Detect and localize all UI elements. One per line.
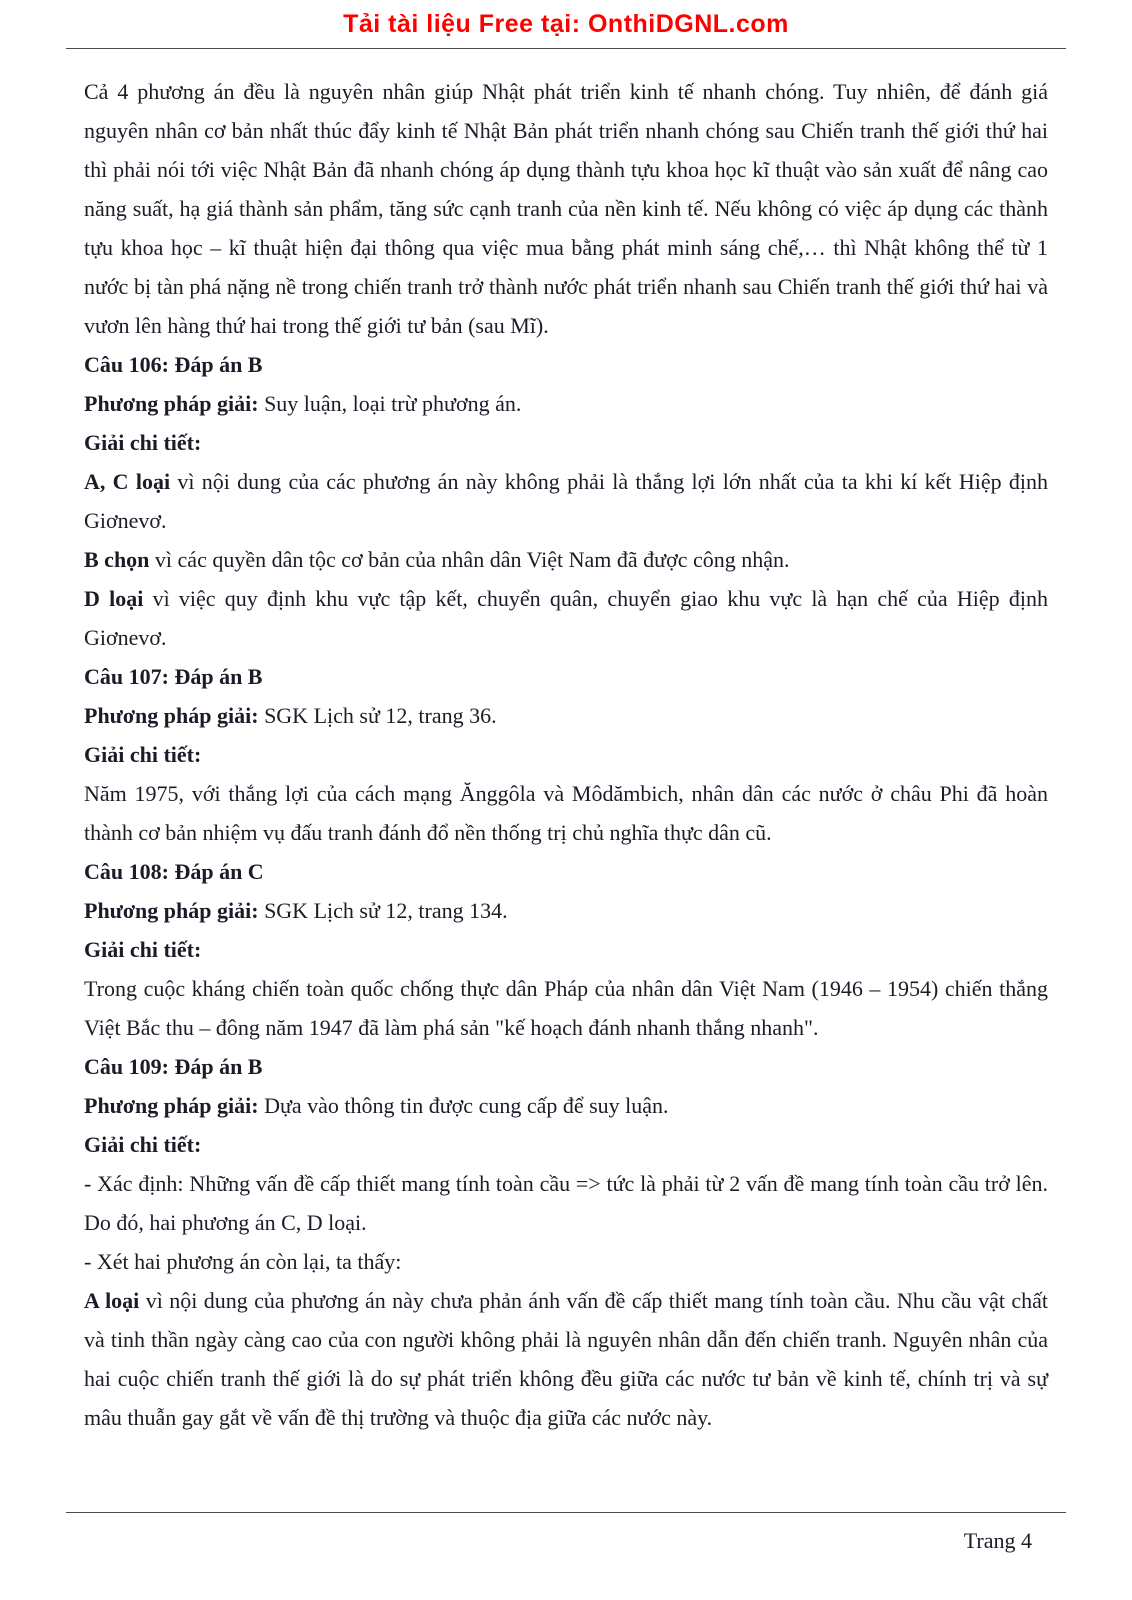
body-text: Trong cuộc kháng chiến toàn quốc chống thực dân Pháp của nhân dân Việt Nam (1946 – 1954) chiến thắng Việt Bắc thu – đông năm 1947 đã làm phá sản "kế hoạch đánh nhanh thắng nhanh".	[84, 976, 1048, 1040]
paragraph	[84, 1281, 1048, 1437]
bold-text: Phương pháp giải:	[84, 898, 259, 923]
paragraph	[84, 72, 1048, 345]
bold-text: A, C loại	[84, 469, 171, 494]
bold-text: Giải chi tiết:	[84, 430, 202, 455]
paragraph	[84, 657, 1048, 696]
paragraph	[84, 852, 1048, 891]
bold-text: Câu 106: Đáp án B	[84, 352, 263, 377]
footer-divider	[66, 1512, 1066, 1513]
paragraph	[84, 423, 1048, 462]
paragraph	[84, 1125, 1048, 1164]
bold-text: Câu 107: Đáp án B	[84, 664, 263, 689]
paragraph	[84, 891, 1048, 930]
paragraph	[84, 1242, 1048, 1281]
paragraph	[84, 1047, 1048, 1086]
bold-text: D loại	[84, 586, 144, 611]
body-text: Năm 1975, với thắng lợi của cách mạng Ănggôla và Môdămbich, nhân dân các nước ở châu Phi đã hoàn thành cơ bản nhiệm vụ đấu tranh đánh đổ nền thống trị chủ nghĩa thực dân cũ.	[84, 781, 1048, 845]
paragraph	[84, 696, 1048, 735]
document-body	[0, 49, 1132, 1437]
paragraph	[84, 462, 1048, 540]
page-number: Trang 4	[963, 1528, 1032, 1553]
bold-text: Câu 108: Đáp án C	[84, 859, 264, 884]
body-text: - Xác định: Những vấn đề cấp thiết mang tính toàn cầu => tức là phải từ 2 vấn đề mang tính toàn cầu trở lên. Do đó, hai phương án C, D loại.	[84, 1171, 1048, 1235]
bold-text: Giải chi tiết:	[84, 937, 202, 962]
bold-text: Câu 109: Đáp án B	[84, 1054, 263, 1079]
paragraph	[84, 345, 1048, 384]
body-text: vì nội dung của các phương án này không phải là thắng lợi lớn nhất của ta khi kí kết Hiệp định Giơnevơ.	[84, 469, 1048, 533]
paragraph	[84, 579, 1048, 657]
bold-text: A loại	[84, 1288, 140, 1313]
bold-text: Phương pháp giải:	[84, 1093, 259, 1118]
body-text: Suy luận, loại trừ phương án.	[258, 391, 522, 416]
body-text: vì việc quy định khu vực tập kết, chuyển quân, chuyển giao khu vực là hạn chế của Hiệp định Giơnevơ.	[84, 586, 1048, 650]
paragraph	[84, 1086, 1048, 1125]
paragraph	[84, 930, 1048, 969]
paragraph	[84, 774, 1048, 852]
header-banner: Tải tài liệu Free tại: OnthiDGNL.com	[343, 10, 789, 38]
bold-text: Phương pháp giải:	[84, 391, 259, 416]
bold-text: B chọn	[84, 547, 150, 572]
body-text: Cả 4 phương án đều là nguyên nhân giúp Nhật phát triển kinh tế nhanh chóng. Tuy nhiên, để đánh giá nguyên nhân cơ bản nhất thúc đẩy kinh tế Nhật Bản phát triển nhanh chóng sau Chiến tranh thế giới thứ hai thì phải nói tới việc Nhật Bản đã nhanh chóng áp dụng thành tựu khoa học kĩ thuật vào sản xuất để nâng cao năng suất, hạ giá thành sản phẩm, tăng sức cạnh tranh của nền kinh tế. Nếu không có việc áp dụng các thành tựu khoa học – kĩ thuật hiện đại thông qua việc mua bằng phát minh sáng chế,… thì Nhật không thể từ 1 nước bị tàn phá nặng nề trong chiến tranh trở thành nước phát triển nhanh sau Chiến tranh thế giới thứ hai và vươn lên hàng thứ hai trong thế giới tư bản (sau Mĩ).	[84, 79, 1048, 338]
body-text: vì nội dung của phương án này chưa phản ánh vấn đề cấp thiết mang tính toàn cầu. Nhu cầu vật chất và tinh thần ngày càng cao của con người không phải là nguyên nhân dẫn đến chiến tranh. Nguyên nhân của hai cuộc chiến tranh thế giới là do sự phát triển không đều giữa các nước tư bản về kinh tế, chính trị và sự mâu thuẫn gay gắt về vấn đề thị trường và thuộc địa giữa các nước này.	[84, 1288, 1048, 1430]
body-text: vì các quyền dân tộc cơ bản của nhân dân Việt Nam đã được công nhận.	[149, 547, 790, 572]
bold-text: Giải chi tiết:	[84, 742, 202, 767]
body-text: - Xét hai phương án còn lại, ta thấy:	[84, 1249, 402, 1274]
paragraph	[84, 969, 1048, 1047]
paragraph	[84, 1164, 1048, 1242]
paragraph	[84, 540, 1048, 579]
paragraph	[84, 384, 1048, 423]
bold-text: Giải chi tiết:	[84, 1132, 202, 1157]
paragraph	[84, 735, 1048, 774]
bold-text: Phương pháp giải:	[84, 703, 259, 728]
body-text: Dựa vào thông tin được cung cấp để suy luận.	[258, 1093, 669, 1118]
body-text: SGK Lịch sử 12, trang 36.	[258, 703, 497, 728]
body-text: SGK Lịch sử 12, trang 134.	[258, 898, 508, 923]
